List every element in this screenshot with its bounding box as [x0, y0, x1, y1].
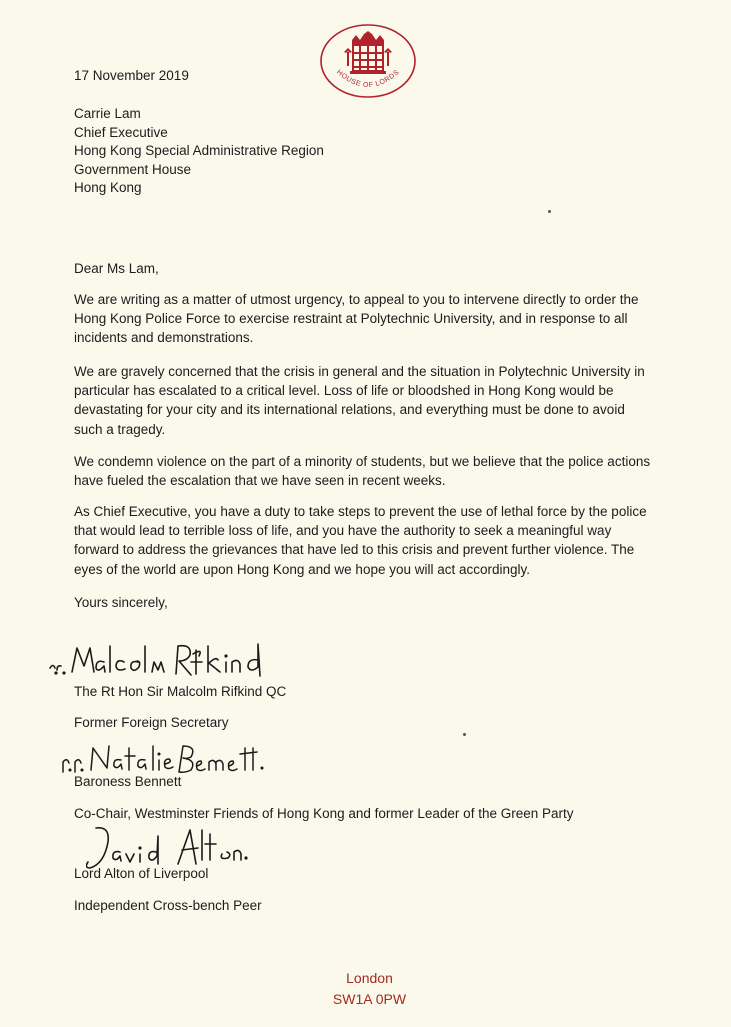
paper-speck [548, 210, 551, 213]
recipient-name: Carrie Lam [74, 106, 141, 121]
body-paragraph-3: We condemn violence on the part of a minority of students, but we believe that the police actions have fueled the escalation that we have seen in recent weeks. [74, 454, 651, 489]
salutation: Dear Ms Lam, [74, 261, 159, 276]
footer-city: London [346, 970, 393, 986]
signature-bennett [57, 742, 297, 778]
signature-rifkind [44, 640, 284, 680]
signatory-1-title: Former Foreign Secretary [74, 715, 229, 730]
recipient-city: Hong Kong [74, 180, 142, 196]
footer-postcode: SW1A 0PW [332, 991, 407, 1007]
signatory-3-name: Lord Alton of Liverpool [74, 866, 209, 881]
signatory-1-name: The Rt Hon Sir Malcolm Rifkind QC [74, 684, 287, 699]
portcullis-crest-icon [344, 31, 392, 74]
recipient-region: Hong Kong Special Administrative Region [74, 143, 324, 159]
body-paragraph-2: We are gravely concerned that the crisis in general and the situation in Polytechnic University in particular has escalated to a critical level. Loss of life or bloodshed in Hong Kong would be devastating for your city and its international relations, and everything must be done to avoid such a tragedy. [74, 364, 645, 437]
body-paragraph-4: As Chief Executive, you have a duty to take steps to prevent the use of lethal force by the police that would lead to terrible loss of life, and you have the authority to seek a meaningful way forward to address the grievances that have led to this crisis and prevent further violence. The eyes of the world are upon Hong Kong and we hope you will act accordingly. [74, 504, 647, 577]
emblem-text: HOUSE OF LORDS [335, 68, 401, 90]
house-of-lords-emblem [318, 22, 418, 100]
closing: Yours sincerely, [74, 595, 168, 610]
recipient-address [74, 105, 324, 198]
paper-speck [463, 733, 466, 736]
recipient-office: Government House [74, 161, 192, 177]
signatory-2-name: Baroness Bennett [74, 774, 182, 789]
signatory-3-title: Independent Cross-bench Peer [74, 898, 262, 913]
recipient-title: Chief Executive [74, 124, 168, 140]
letter-date: 17 November 2019 [74, 68, 189, 83]
body-paragraph-1: We are writing as a matter of utmost urgency, to appeal to you to intervene directly to order the Hong Kong Police Force to exercise restraint at Polytechnic University, and in response to all incidents and demonstrations. [74, 292, 639, 346]
signatory-2-title: Co-Chair, Westminster Friends of Hong Kong and former Leader of the Green Party [74, 806, 574, 821]
